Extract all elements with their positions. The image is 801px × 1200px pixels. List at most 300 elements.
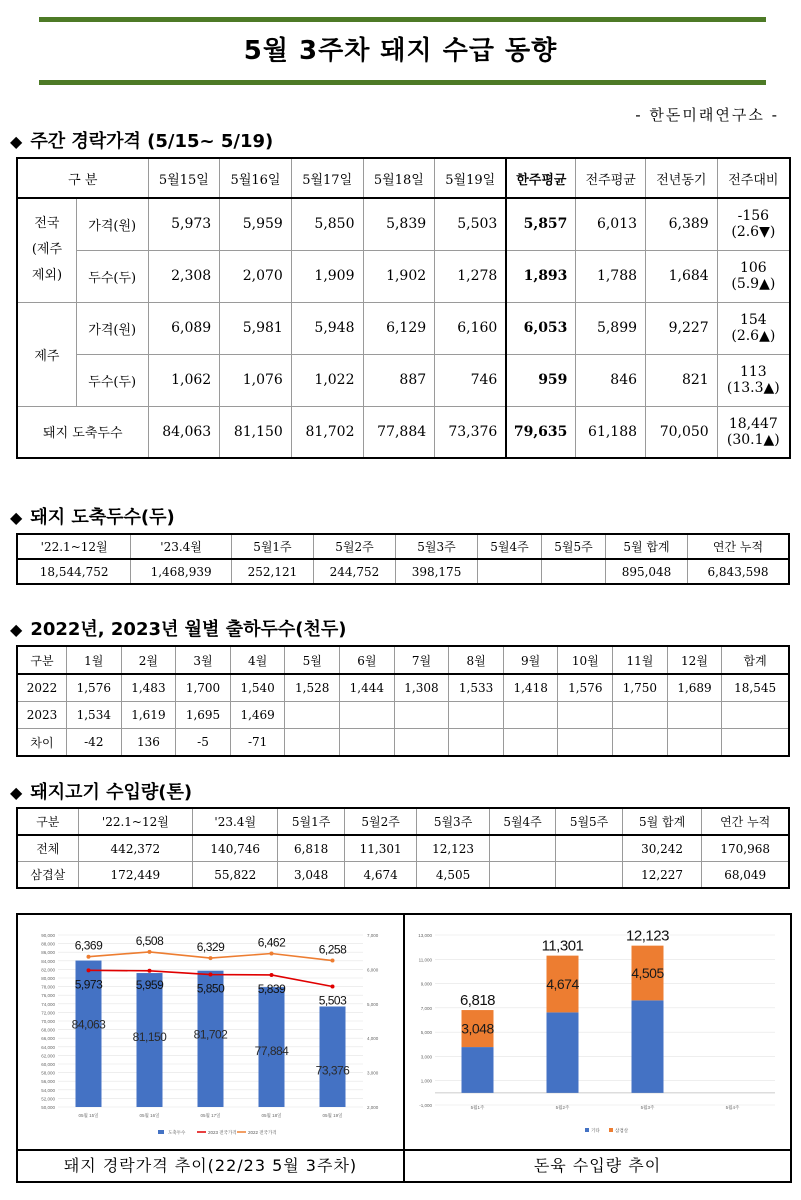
header-cell: 5월18일 [363, 158, 435, 198]
data-cell: 895,048 [605, 559, 687, 584]
data-cell: 1,750 [613, 674, 668, 702]
data-cell: 77,884 [363, 406, 435, 458]
legend-label: 도축두수 [168, 1130, 186, 1135]
price-trend-chart-panel [16, 913, 405, 1183]
y2-tick-label: 6,000 [367, 967, 379, 973]
data-cell: 81,702 [291, 406, 363, 458]
data-cell: 442,372 [78, 835, 192, 862]
row-label: 두수(두) [76, 250, 148, 302]
header-cell: 합계 [722, 646, 789, 674]
header-cell: 5월1주 [278, 808, 345, 835]
legend-swatch [158, 1130, 164, 1134]
line-data-label: 5,503 [318, 993, 347, 1008]
data-cell [340, 702, 395, 729]
change-value: 106 [739, 260, 767, 276]
data-cell [285, 729, 340, 757]
data-cell [722, 729, 789, 757]
y2-tick-label: 3,000 [367, 1070, 379, 1076]
data-cell: 244,752 [313, 559, 395, 584]
data-cell: 6,089 [148, 302, 220, 354]
slaughter-table [16, 533, 790, 585]
data-cell: 1,308 [394, 674, 449, 702]
x-tick-label: 5월1주 [470, 1105, 485, 1110]
table-header-row [17, 158, 790, 198]
data-cell [394, 729, 449, 757]
header-cell: 11월 [613, 646, 668, 674]
data-cell: 전체 [17, 835, 78, 862]
data-cell: 6,843,598 [688, 559, 789, 584]
x-tick-label: 05월 17일 [200, 1113, 221, 1118]
header-cell: 연간 누적 [702, 808, 789, 835]
data-cell: 1,418 [503, 674, 558, 702]
change-value: -156 [737, 208, 770, 225]
header-cell: '23.4월 [131, 534, 232, 559]
data-cell: 1,062 [148, 354, 220, 406]
segment-data-label: 3,048 [461, 1020, 494, 1037]
row-label: 가격(원) [76, 198, 148, 250]
data-cell: 1,893 [506, 250, 576, 302]
row-label: 가격(원) [76, 302, 148, 354]
line-data-label: 5,850 [196, 981, 225, 996]
group-label: 전국 (제주 제외) [17, 198, 76, 302]
y-tick-label: 88,000 [41, 941, 55, 947]
line-data-label: 6,462 [257, 935, 286, 950]
data-cell: 1,576 [66, 674, 121, 702]
section-monthly-shipment [10, 615, 346, 641]
y-tick-label: 64,000 [41, 1044, 55, 1050]
legend-swatch [585, 1128, 589, 1132]
data-cell [503, 729, 558, 757]
y-tick-label: 84,000 [41, 958, 55, 964]
data-cell: 746 [435, 354, 507, 406]
data-cell [503, 702, 558, 729]
change-percent: (13.3▲) [726, 380, 780, 396]
header-cell: 5월2주 [344, 808, 416, 835]
change-value: 113 [739, 364, 767, 380]
header-cell: 5월3주 [417, 808, 489, 835]
data-cell [489, 862, 556, 889]
data-cell: 1,684 [646, 250, 718, 302]
data-cell: 9,227 [646, 302, 718, 354]
data-cell: 5,850 [291, 198, 363, 250]
data-cell: 2023 [17, 702, 66, 729]
data-cell: 1,902 [363, 250, 435, 302]
data-cell [394, 702, 449, 729]
data-cell: 5,857 [506, 198, 576, 250]
data-cell: 887 [363, 354, 435, 406]
data-cell [558, 729, 613, 757]
data-cell: 6,818 [278, 835, 345, 862]
data-cell [722, 702, 789, 729]
data-cell: 68,049 [702, 862, 789, 889]
x-tick-label: 5월2주 [555, 1105, 570, 1110]
line-data-label: 5,973 [74, 977, 103, 992]
header-cell: 5월 합계 [622, 808, 702, 835]
x-tick-label: 5월3주 [640, 1105, 655, 1110]
y-tick-label: 1,000 [420, 1078, 432, 1084]
data-cell [340, 729, 395, 757]
header-cell: '22.1~12월 [78, 808, 192, 835]
data-cell: 84,063 [148, 406, 220, 458]
data-cell [449, 729, 504, 757]
data-cell: 252,121 [231, 559, 313, 584]
data-cell: 5,503 [435, 198, 507, 250]
diamond-bullet-icon: ◆ [10, 132, 23, 151]
line-point [331, 959, 335, 963]
data-cell: 959 [506, 354, 576, 406]
table-row [17, 302, 790, 354]
bar [320, 1006, 346, 1107]
table-row [17, 729, 789, 757]
data-cell [489, 835, 556, 862]
change-value: 18,447 [728, 415, 778, 432]
chart-caption: 돈육 수입량 추이 [405, 1149, 790, 1181]
data-cell [285, 702, 340, 729]
header-cell: 5월15일 [148, 158, 220, 198]
data-cell: 846 [576, 354, 646, 406]
y2-tick-label: 2,000 [367, 1105, 379, 1110]
header-cell: 전주대비 [717, 158, 790, 198]
line-point [209, 956, 213, 960]
x-tick-label: 05월 18일 [261, 1113, 282, 1118]
data-cell [556, 862, 623, 889]
table-row [17, 559, 789, 584]
data-cell: 5,899 [576, 302, 646, 354]
data-cell: 6,013 [576, 198, 646, 250]
table-row [17, 250, 790, 302]
line-point [270, 952, 274, 956]
header-cell: 구분 [17, 808, 78, 835]
header-cell: 구 분 [17, 158, 148, 198]
line-data-label: 5,839 [257, 981, 286, 996]
data-cell [667, 702, 722, 729]
header-cell: 5월 합계 [605, 534, 687, 559]
legend-label: 삼겹살 [615, 1128, 629, 1133]
y-tick-label: 82,000 [41, 967, 55, 973]
y-tick-label: 13,000 [418, 933, 432, 938]
change-value: 154 [739, 312, 767, 328]
data-cell: 차이 [17, 729, 66, 757]
y-tick-label: 78,000 [41, 984, 55, 990]
y-tick-label: 54,000 [41, 1087, 55, 1093]
y-tick-label: 50,000 [41, 1105, 55, 1110]
header-cell: '23.4월 [193, 808, 278, 835]
section-heading: 주간 경락가격 (5/15~ 5/19) [30, 131, 274, 152]
segment-data-label: 4,505 [631, 965, 664, 982]
line-data-label: 5,959 [135, 977, 164, 992]
diamond-bullet-icon: ◆ [10, 620, 23, 639]
diamond-bullet-icon: ◆ [10, 783, 23, 802]
bar-data-label: 84,063 [71, 1017, 106, 1032]
line-point [148, 969, 152, 973]
header-cell: 전년동기 [646, 158, 718, 198]
data-cell: 1,788 [576, 250, 646, 302]
data-cell: -42 [66, 729, 121, 757]
section-heading: 돼지 도축두수(두) [30, 507, 175, 528]
bar-data-label: 81,150 [132, 1030, 167, 1045]
data-cell: 1,468,939 [131, 559, 232, 584]
stacked-bar-segment [632, 1000, 664, 1093]
header-cell: 5월19일 [435, 158, 507, 198]
data-cell: 140,746 [193, 835, 278, 862]
y-tick-label: 72,000 [41, 1010, 55, 1016]
change-cell [717, 250, 790, 302]
chart-caption: 돼지 경락가격 추이(22/23 5월 3주차) [18, 1149, 403, 1181]
y-tick-label: 9,000 [420, 981, 432, 987]
header-cell: 연간 누적 [688, 534, 789, 559]
x-tick-label: 05월 16일 [139, 1113, 160, 1118]
y2-tick-label: 5,000 [367, 1001, 379, 1007]
y-tick-label: 66,000 [41, 1036, 55, 1042]
stacked-bar-segment [547, 1012, 579, 1092]
header-cell: 5월5주 [542, 534, 606, 559]
legend-label: 기타 [591, 1128, 600, 1133]
monthly-shipment-table [16, 645, 790, 757]
data-cell: 172,449 [78, 862, 192, 889]
bar-data-label: 73,376 [315, 1063, 350, 1078]
header-cell: 4월 [230, 646, 285, 674]
y-tick-label: 80,000 [41, 976, 55, 981]
data-cell: 73,376 [435, 406, 507, 458]
header-cell: 6월 [340, 646, 395, 674]
header-cell: 5월17일 [291, 158, 363, 198]
section-imports [10, 778, 192, 804]
header-cell: 구분 [17, 646, 66, 674]
data-cell: 136 [121, 729, 176, 757]
legend-label: 2023 전국가격 [208, 1130, 237, 1135]
header-cell: 5월16일 [220, 158, 292, 198]
data-cell: 6,160 [435, 302, 507, 354]
y-tick-label: 60,000 [41, 1062, 55, 1067]
header-cell: 5월4주 [478, 534, 542, 559]
data-cell [542, 559, 606, 584]
data-cell: 1,700 [176, 674, 231, 702]
line-point [87, 968, 91, 972]
title-bottom-rule [39, 80, 766, 85]
total-data-label: 11,301 [541, 937, 584, 955]
data-cell: 5,959 [220, 198, 292, 250]
price-trend-chart [18, 915, 403, 1151]
header-cell: 5월4주 [489, 808, 556, 835]
table-row [17, 862, 789, 889]
legend-label: 2022 전국가격 [248, 1130, 277, 1135]
header-cell: 8월 [449, 646, 504, 674]
line-point [270, 973, 274, 977]
data-cell: 1,076 [220, 354, 292, 406]
data-cell: 5,948 [291, 302, 363, 354]
data-cell: 1,576 [558, 674, 613, 702]
change-percent: (30.1▲) [726, 431, 780, 448]
data-cell: 1,278 [435, 250, 507, 302]
line-point [209, 973, 213, 977]
data-cell: 5,981 [220, 302, 292, 354]
y2-tick-label: 4,000 [367, 1036, 379, 1042]
data-cell: 12,123 [417, 835, 489, 862]
data-cell: 4,505 [417, 862, 489, 889]
header-cell: 5월1주 [231, 534, 313, 559]
header-cell: 7월 [394, 646, 449, 674]
change-cell [717, 302, 790, 354]
y-tick-label: 68,000 [41, 1027, 55, 1033]
data-cell: 6,053 [506, 302, 576, 354]
total-data-label: 6,818 [459, 992, 496, 1010]
import-chart-panel [403, 913, 792, 1183]
row-label: 두수(두) [76, 354, 148, 406]
y-tick-label: 76,000 [41, 993, 55, 999]
data-cell [667, 729, 722, 757]
header-cell: 9월 [503, 646, 558, 674]
data-cell: 18,544,752 [17, 559, 131, 584]
data-cell: 5,973 [148, 198, 220, 250]
section-heading: 돼지고기 수입량(톤) [30, 782, 193, 803]
table-header-row [17, 534, 789, 559]
data-cell: 30,242 [622, 835, 702, 862]
stacked-bar-segment [462, 1047, 494, 1093]
data-cell: 1,022 [291, 354, 363, 406]
y-tick-label: 5,000 [420, 1030, 432, 1036]
data-cell: 1,534 [66, 702, 121, 729]
x-tick-label: 05월 19일 [322, 1113, 343, 1118]
data-cell: 1,540 [230, 674, 285, 702]
data-cell [556, 835, 623, 862]
data-cell: 삼겹살 [17, 862, 78, 889]
bar-data-label: 81,702 [193, 1027, 228, 1042]
data-cell: 55,822 [193, 862, 278, 889]
y-tick-label: 7,000 [420, 1005, 432, 1011]
y2-tick-label: 7,000 [367, 933, 379, 938]
line-point [331, 984, 335, 988]
section-slaughter [10, 503, 175, 529]
data-cell: 170,968 [702, 835, 789, 862]
table-row [17, 702, 789, 729]
change-cell [717, 406, 790, 458]
data-cell: 6,389 [646, 198, 718, 250]
table-row [17, 674, 789, 702]
data-cell: 1,689 [667, 674, 722, 702]
imports-table [16, 807, 790, 889]
data-cell: 1,909 [291, 250, 363, 302]
data-cell: 11,301 [344, 835, 416, 862]
data-cell [558, 702, 613, 729]
data-cell: 79,635 [506, 406, 576, 458]
change-cell [717, 354, 790, 406]
table-row [17, 835, 789, 862]
data-cell: 1,695 [176, 702, 231, 729]
x-tick-label: 05월 15일 [78, 1113, 99, 1118]
y-tick-label: 3,000 [420, 1054, 432, 1060]
bar-data-label: 77,884 [254, 1044, 289, 1059]
data-cell: 3,048 [278, 862, 345, 889]
section-heading: 2022년, 2023년 월별 출하두수(천두) [30, 619, 347, 640]
y-tick-label: 58,000 [41, 1070, 55, 1076]
data-cell: 1,528 [285, 674, 340, 702]
row-label: 돼지 도축두수 [17, 406, 148, 458]
line-data-label: 6,508 [135, 933, 164, 948]
data-cell: 12,227 [622, 862, 702, 889]
line-point [148, 950, 152, 954]
data-cell: 61,188 [576, 406, 646, 458]
line-data-label: 6,369 [74, 938, 103, 953]
data-cell: 4,674 [344, 862, 416, 889]
change-percent: (5.9▲) [731, 276, 776, 292]
header-cell: 5월 [285, 646, 340, 674]
table-row [17, 354, 790, 406]
table-header-row [17, 646, 789, 674]
header-cell: 전주평균 [576, 158, 646, 198]
import-volume-chart [405, 915, 790, 1151]
header-cell: 12월 [667, 646, 722, 674]
data-cell: -5 [176, 729, 231, 757]
data-cell: -71 [230, 729, 285, 757]
y-tick-label: 90,000 [41, 933, 55, 938]
data-cell [613, 729, 668, 757]
header-cell: 5월5주 [556, 808, 623, 835]
line-data-label: 6,258 [318, 942, 347, 957]
weekly-price-table [16, 157, 791, 459]
y-tick-label: -1,000 [419, 1103, 432, 1108]
total-data-label: 12,123 [626, 927, 669, 945]
table-row [17, 198, 790, 250]
data-cell: 2022 [17, 674, 66, 702]
header-cell: 10월 [558, 646, 613, 674]
data-cell: 6,129 [363, 302, 435, 354]
header-cell: '22.1~12월 [17, 534, 131, 559]
data-cell: 1,533 [449, 674, 504, 702]
data-cell: 2,070 [220, 250, 292, 302]
y-tick-label: 56,000 [41, 1079, 55, 1085]
table-header-row [17, 808, 789, 835]
data-cell: 18,545 [722, 674, 789, 702]
x-tick-label: 5월4주 [725, 1105, 740, 1110]
legend-swatch [609, 1128, 613, 1132]
y-tick-label: 70,000 [41, 1019, 55, 1024]
y-tick-label: 74,000 [41, 1001, 55, 1007]
change-percent: (2.6▲) [731, 328, 776, 344]
section-weekly-price [10, 127, 273, 153]
diamond-bullet-icon: ◆ [10, 508, 23, 527]
data-cell: 1,469 [230, 702, 285, 729]
header-cell: 한주평균 [506, 158, 576, 198]
group-label: 제주 [17, 302, 76, 406]
data-cell: 821 [646, 354, 718, 406]
data-cell [449, 702, 504, 729]
data-cell: 5,839 [363, 198, 435, 250]
data-cell: 81,150 [220, 406, 292, 458]
title-top-rule [39, 17, 766, 22]
data-cell: 2,308 [148, 250, 220, 302]
y-tick-label: 11,000 [418, 957, 432, 963]
segment-data-label: 4,674 [546, 976, 579, 993]
data-cell: 1,444 [340, 674, 395, 702]
data-cell: 398,175 [396, 559, 478, 584]
line-data-label: 6,329 [196, 940, 225, 955]
y-tick-label: 62,000 [41, 1053, 55, 1059]
change-cell [717, 198, 790, 250]
line-point [87, 955, 91, 959]
source-label: - 한돈미래연구소 - [635, 106, 779, 124]
header-cell: 5월3주 [396, 534, 478, 559]
y-tick-label: 86,000 [41, 950, 55, 956]
header-cell: 5월2주 [313, 534, 395, 559]
data-cell: 1,619 [121, 702, 176, 729]
header-cell: 2월 [121, 646, 176, 674]
header-cell: 3월 [176, 646, 231, 674]
data-cell [478, 559, 542, 584]
y-tick-label: 52,000 [41, 1096, 55, 1102]
header-cell: 1월 [66, 646, 121, 674]
page-title: 5월 3주차 돼지 수급 동향 [243, 36, 558, 66]
data-cell [613, 702, 668, 729]
